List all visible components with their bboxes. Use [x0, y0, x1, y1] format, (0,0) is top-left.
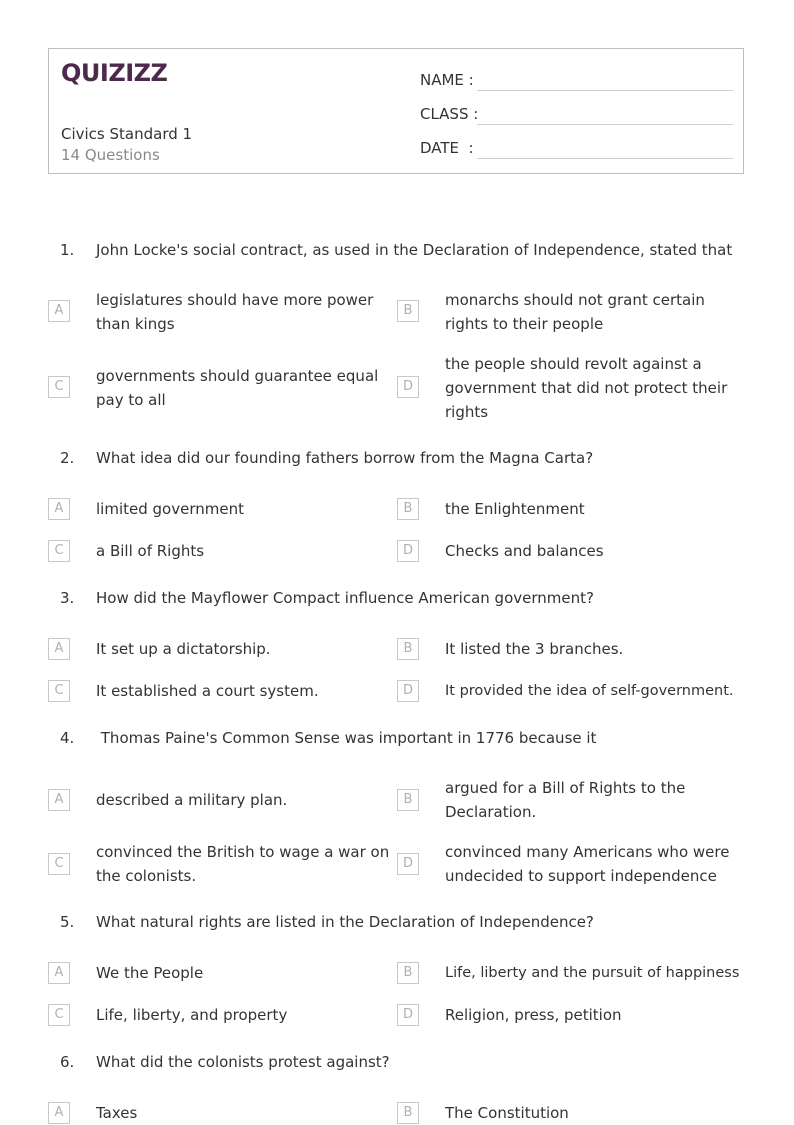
option-letter-box[interactable]: A [48, 789, 70, 811]
question-text: How did the Mayflower Compact influence American government? [96, 589, 594, 607]
date-line[interactable] [477, 158, 733, 159]
option-letter-box[interactable]: B [397, 498, 419, 520]
option-letter-box[interactable]: A [48, 300, 70, 322]
option-letter-box[interactable]: C [48, 680, 70, 702]
option-text: legislatures should have more power than kings [96, 291, 374, 333]
quizizz-logo: QUIZIZZ [61, 59, 168, 87]
option-letter-box[interactable]: A [48, 498, 70, 520]
option-letter-box[interactable]: B [397, 962, 419, 984]
question-text: John Locke's social contract, as used in the Declaration of Independence, stated that [96, 241, 733, 259]
option-text: Religion, press, petition [445, 1006, 622, 1024]
question-text: What did the colonists protest against? [96, 1053, 390, 1071]
name-field[interactable] [420, 67, 733, 91]
option-text: the people should revolt against a government that did not protect their rights [445, 355, 728, 421]
name-line[interactable] [477, 90, 733, 91]
question-count: 14 Questions [61, 146, 160, 164]
option-text: The Constitution [445, 1104, 569, 1122]
question-text: What idea did our founding fathers borrow from the Magna Carta? [96, 449, 594, 467]
option-letter-box[interactable]: D [397, 853, 419, 875]
question-number: 2. [60, 449, 75, 467]
option-text: limited government [96, 500, 244, 518]
date-label: DATE : [420, 139, 474, 157]
option-letter-box[interactable]: D [397, 1004, 419, 1026]
option-letter-box[interactable]: D [397, 376, 419, 398]
worksheet-header [48, 48, 744, 174]
option-text: argued for a Bill of Rights to the Declaration. [445, 779, 686, 821]
option-text: convinced many Americans who were undecided to support independence [445, 843, 730, 885]
option-text: described a military plan. [96, 791, 288, 809]
option-text: Taxes [96, 1104, 138, 1122]
option-text: Checks and balances [445, 542, 604, 560]
option-text: It listed the 3 branches. [445, 640, 624, 658]
option-letter-box[interactable]: C [48, 376, 70, 398]
name-label: NAME : [420, 71, 474, 89]
question-number: 3. [60, 589, 75, 607]
option-text: Life, liberty and the pursuit of happiness [445, 965, 740, 981]
option-text: It provided the idea of self-government. [445, 683, 734, 699]
option-text: convinced the British to wage a war on the colonists. [96, 843, 390, 885]
class-field[interactable] [420, 101, 733, 125]
option-text: a Bill of Rights [96, 542, 205, 560]
option-letter-box[interactable]: D [397, 540, 419, 562]
option-text: monarchs should not grant certain rights to their people [445, 291, 705, 333]
option-letter-box[interactable]: A [48, 1102, 70, 1124]
option-text: We the People [96, 964, 204, 982]
option-letter-box[interactable]: B [397, 300, 419, 322]
option-text: It established a court system. [96, 682, 319, 700]
question-number: 6. [60, 1053, 75, 1071]
question-number: 5. [60, 913, 75, 931]
class-line[interactable] [477, 124, 733, 125]
option-text: Life, liberty, and property [96, 1006, 288, 1024]
option-letter-box[interactable]: C [48, 540, 70, 562]
option-letter-box[interactable]: A [48, 638, 70, 660]
question-number: 1. [60, 241, 75, 259]
option-letter-box[interactable]: C [48, 1004, 70, 1026]
question-text: Thomas Paine's Common Sense was important in 1776 because it [96, 729, 597, 747]
question-number: 4. [60, 729, 75, 747]
worksheet-title: Civics Standard 1 [61, 125, 193, 143]
option-letter-box[interactable]: B [397, 789, 419, 811]
date-field[interactable] [420, 135, 733, 159]
option-text: governments should guarantee equal pay to all [96, 367, 379, 409]
option-letter-box[interactable]: B [397, 638, 419, 660]
option-text: the Enlightenment [445, 500, 585, 518]
question-text: What natural rights are listed in the Declaration of Independence? [96, 913, 594, 931]
option-letter-box[interactable]: B [397, 1102, 419, 1124]
option-letter-box[interactable]: C [48, 853, 70, 875]
option-letter-box[interactable]: A [48, 962, 70, 984]
option-text: It set up a dictatorship. [96, 640, 271, 658]
class-label: CLASS : [420, 105, 479, 123]
option-letter-box[interactable]: D [397, 680, 419, 702]
